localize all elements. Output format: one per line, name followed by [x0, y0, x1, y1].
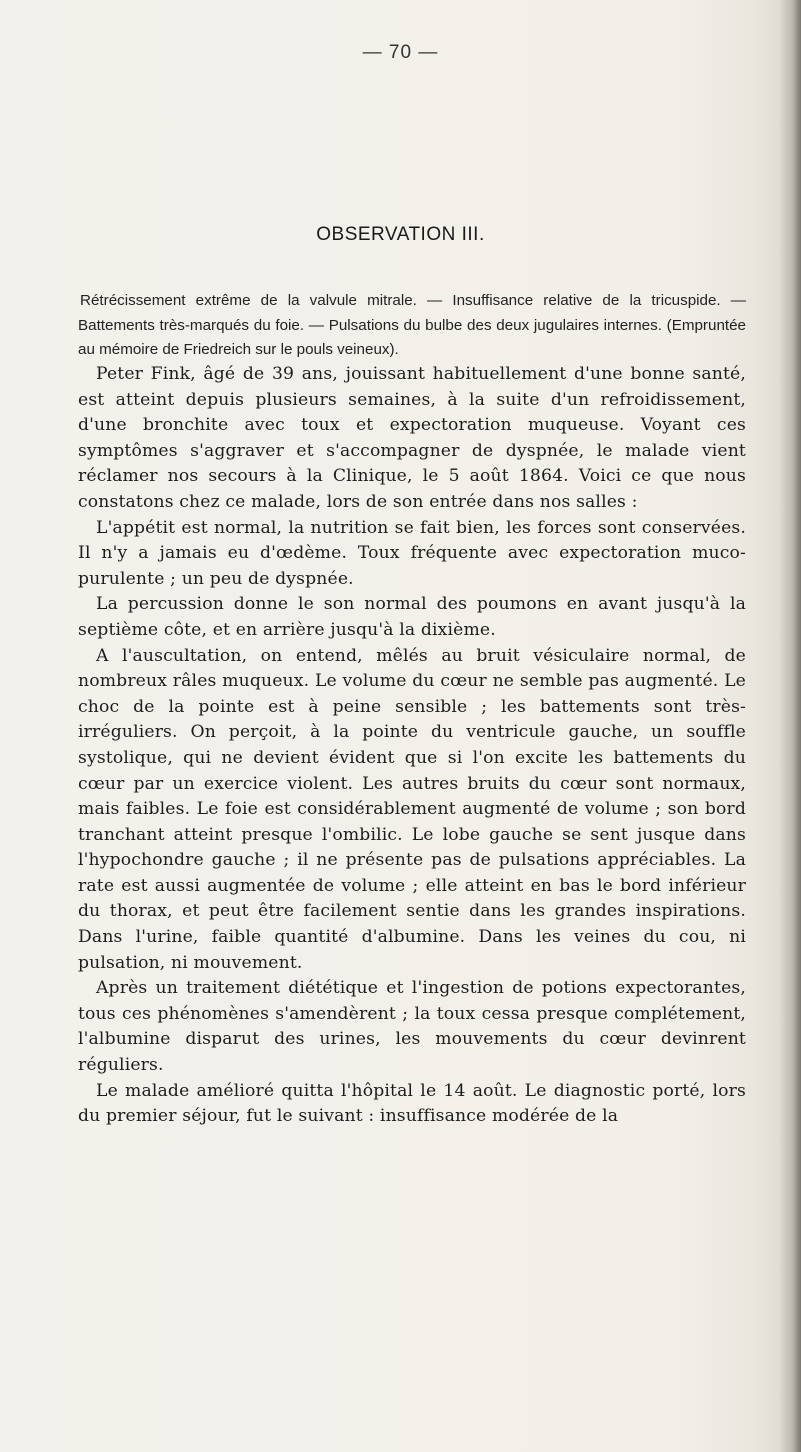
- paragraph-2: L'appétit est normal, la nutrition se fait bien, les forces sont conservées. Il n'y a jamais eu d'œdème. Toux fréquente avec expectoration muco-purulente ; un peu de dyspnée.: [78, 517, 746, 589]
- paragraph-4: A l'auscultation, on entend, mêlés au bruit vésiculaire normal, de nombreux râles muqueux. Le volume du cœur ne semble pas augmenté. Le choc de la pointe est à peine sensible ; les battements sont très-irréguliers. On perçoit, à la pointe du ventricule gauche, un souffle systolique, qui ne devient évident que si l'on excite les battements du cœur par un exercice violent. Les autres bruits du cœur sont normaux, mais faibles. Le foie est considérablement augmenté de volume ; son bord tranchant atteint presque l'ombilic. Le lobe gauche se sent jusque dans l'hypochondre gauche ; il ne présente pas de pulsations appréciables. La rate est aussi augmentée de volume ; elle atteint en bas le bord inférieur du thorax, et peut être facilement sentie dans les grandes inspirations. Dans l'urine, faible quantité d'albumine. Dans les veines du cou, ni pulsation, ni mouvement.: [78, 645, 746, 973]
- observation-body: [78, 362, 746, 1130]
- page-number: — 70 —: [362, 42, 439, 63]
- page-edge-shadow: [779, 0, 801, 1452]
- paragraph-6: Le malade amélioré quitta l'hôpital le 14 août. Le diagnostic porté, lors du premier séjour, fut le suivant : insuffisance modérée de la: [78, 1080, 746, 1127]
- observation-heading: OBSERVATION III.: [316, 224, 485, 245]
- paragraph-1: Peter Fink, âgé de 39 ans, jouissant habituellement d'une bonne santé, est atteint depuis plusieurs semaines, à la suite d'un refroidissement, d'une bronchite avec toux et expectoration muqueuse. Voyant ces symptômes s'aggraver et s'accompagner de dyspnée, le malade vient réclamer nos secours à la Clinique, le 5 août 1864. Voici ce que nous constatons chez ce malade, lors de son entrée dans nos salles :: [78, 364, 746, 512]
- paragraph-5: Après un traitement diététique et l'ingestion de potions expectorantes, tous ces phénomènes s'amendèrent ; la toux cessa presque complétement, l'albumine disparut des urines, les mouvements du cœur devinrent réguliers.: [78, 978, 746, 1076]
- paragraph-3: La percussion donne le son normal des poumons en avant jusqu'à la septième côte, et en arrière jusqu'à la dixième.: [78, 594, 746, 640]
- observation-summary: Rétrécissement extrême de la valvule mitrale. — Insuffisance relative de la tricuspide. — Battements très-marqués du foie. — Pulsations du bulbe des deux jugulaires internes. (Empruntée au mémoire de Friedreich sur le pouls veineux).: [78, 292, 746, 358]
